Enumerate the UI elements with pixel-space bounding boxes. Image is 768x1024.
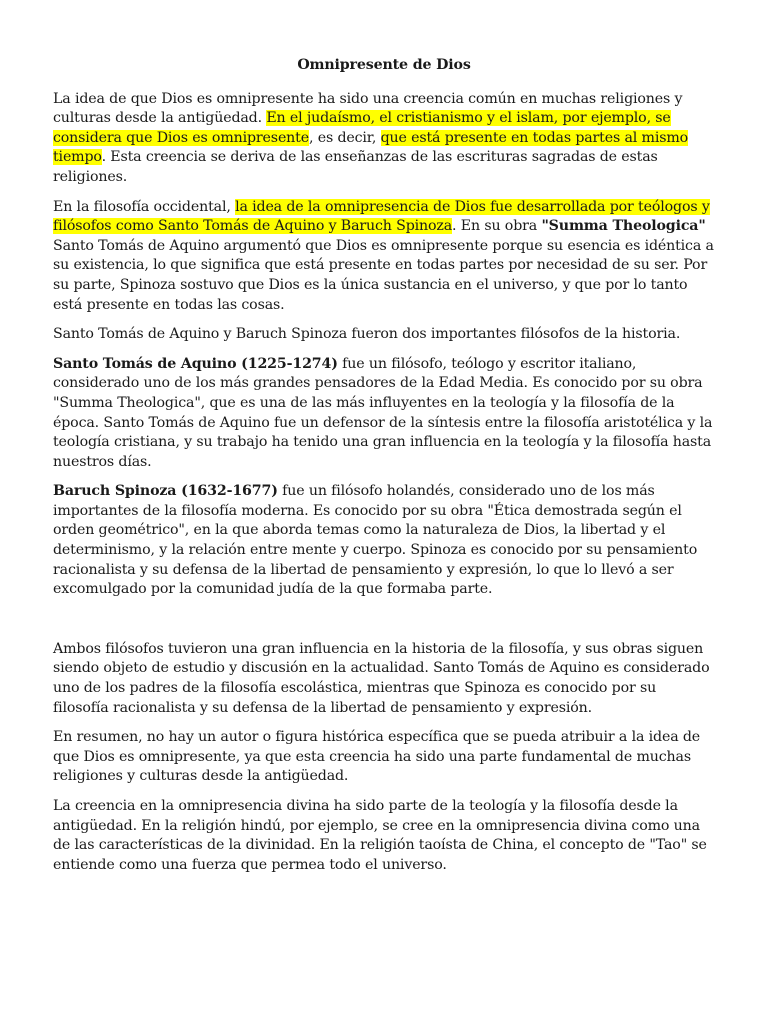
text-run: fue un filósofo, teólogo y escritor italiano, considerado uno de los más grandes pensadores de la Edad Media. Es conocido por su obra "Summa Theologica", que es una de las más influyentes en la teología y la filosofía de la época. Santo Tomás de Aquino fue un defensor de la síntesis entre la filosofía aristotélica y la teología cristiana, y su trabajo ha tenido una gran influencia en la teología y la filosofía hasta nuestros días.: [53, 355, 713, 470]
paragraph-spinoza: [53, 482, 715, 600]
document-page: [53, 50, 715, 885]
paragraph-summary: En resumen, no hay un autor o figura histórica específica que se pueda atribuir a la idea de que Dios es omnipresente, ya que esta creencia ha sido una parte fundamental de muchas religiones y culturas desde la antigüedad.: [53, 729, 701, 785]
paragraph-other-religions: La creencia en la omnipresencia divina ha sido parte de la teología y la filosofía desde la antigüedad. En la religión hindú, por ejemplo, se cree en la omnipresencia divina como una de las características de la divinidad. En la religión taoísta de China, el concepto de "Tao" se entiende como una fuerza que permea todo el universo.: [53, 798, 707, 873]
bold-text: Santo Tomás de Aquino (1225-1274): [53, 355, 338, 372]
paragraph-western-philosophy: [53, 198, 715, 316]
blank-space: [53, 610, 715, 640]
highlighted-text: que está presente en todas partes al mismo tiempo: [53, 129, 689, 166]
text-run: En la filosofía occidental,: [53, 198, 236, 215]
text-run: , es decir,: [308, 129, 381, 146]
text-run: Santo Tomás de Aquino argumentó que Dios es omnipresente porque su esencia es idéntica a su existencia, lo que significa que está presente en todas partes por necesidad de su ser. Por su parte, Spinoza sostuvo que Dios es la única sustancia en el universo, y que por lo tanto está presente en todas las cosas.: [53, 237, 714, 313]
document-title: Omnipresente de Dios: [297, 57, 471, 73]
text-run: La idea de que Dios es omnipresente ha sido una creencia común en muchas religiones y culturas desde la antigüedad.: [53, 90, 683, 127]
highlighted-text: la idea de la omnipresencia de Dios fue desarrollada por teólogos y filósofos como Santo Tomás de Aquino y Baruch Spinoza: [53, 198, 710, 235]
paragraph-philosophers: Santo Tomás de Aquino y Baruch Spinoza fueron dos importantes filósofos de la historia.: [53, 326, 681, 343]
text-run: . Esta creencia se deriva de las enseñanzas de las escrituras sagradas de estas religiones.: [53, 149, 658, 185]
highlighted-text: En el judaísmo, el cristianismo y el islam, por ejemplo, se considera que Dios es omnipresente: [53, 110, 671, 146]
bold-text: Baruch Spinoza (1632-1677): [53, 483, 278, 500]
bold-text: "Summa Theologica": [541, 218, 706, 235]
paragraph-influence: Ambos filósofos tuvieron una gran influencia en la historia de la filosofía, y sus obras siguen siendo objeto de estudio y discusión en la actualidad. Santo Tomás de Aquino es considerado uno de los padres de la filosofía escolástica, mientras que Spinoza es conocido por su filosofía racionalista y su defensa de la libertad de pensamiento y expresión.: [53, 640, 710, 716]
text-run: fue un filósofo holandés, considerado uno de los más importantes de la filosofía moderna. Es conocido por su obra "Ética demostrada según el orden geométrico", en la que aborda temas como la naturaleza de Dios, la libertad y el determinismo, y la relación entre mente y cuerpo. Spinoza es conocido por su pensamiento racionalista y su defensa de la libertad de pensamiento y expresión, lo que lo llevó a ser excomulgado por la comunidad judía de la que formaba parte.: [53, 483, 698, 598]
paragraph-aquinas: [53, 355, 715, 473]
paragraph-intro: [53, 90, 715, 188]
text-run: . En su obra: [452, 218, 542, 235]
